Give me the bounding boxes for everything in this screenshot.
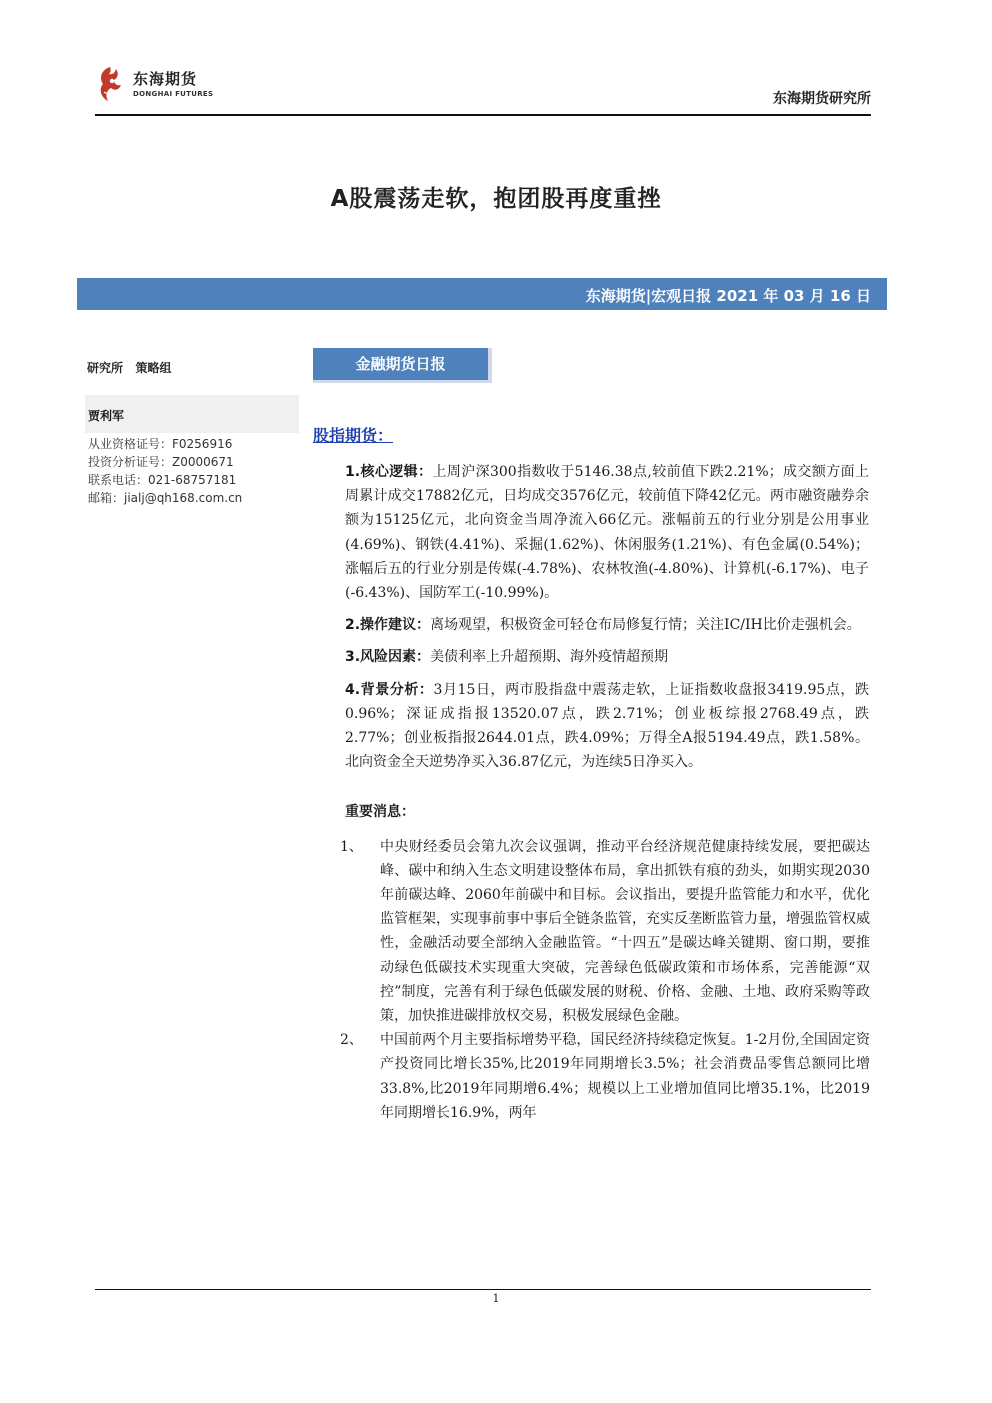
paragraph-background [345, 678, 869, 775]
author-sidebar [85, 355, 299, 507]
section-subheading: 股指期货： [313, 426, 394, 445]
phone-number: 联系电话：021-68757181 [88, 473, 237, 487]
news-list [340, 835, 870, 1125]
paragraph-text: 3月15日，两市股指盘中震荡走软，上证指数收盘报3419.95点，跌0.96%；深证成指报13520.07点，跌2.71%；创业板综报2768.49点，跌2.77%；创业板指报2644.01点，跌4.09%；万得全A报5194.49点，跌1.58%。北向资金全天逆势净买入36.87亿元，为连续5日净买入。 [345, 681, 869, 771]
paragraph-text: 美债利率上升超预期、海外疫情超预期 [430, 649, 669, 666]
paragraph-core-logic [345, 460, 869, 605]
paragraph-label: 3.风险因素： [345, 649, 431, 666]
department-label: 研究所 策略组 [87, 361, 172, 375]
header-org-name: 东海期货研究所 [773, 91, 871, 107]
logo-chinese-name: 东海期货 [133, 70, 198, 88]
paragraph-risk [345, 645, 869, 669]
paragraph-advice [345, 613, 869, 637]
list-item [340, 835, 870, 1029]
paragraph-label: 2.操作建议： [345, 617, 431, 634]
footer-divider [95, 1289, 871, 1290]
paragraph-label: 4.背景分析： [345, 681, 434, 698]
banner-date-text: 东海期货|宏观日报 2021 年 03 月 16 日 [585, 287, 871, 305]
report-banner [77, 278, 887, 310]
news-text: 中国前两个月主要指标增势平稳，国民经济持续稳定恢复。1-2月份,全国固定资产投资同比增长35%,比2019年同期增长3.5%；社会消费品零售总额同比增33.8%,比2019年同期增6.4%；规模以上工业增加值同比增35.1%，比2019年同期增长16.9%，两年 [380, 1032, 870, 1121]
author-name: 贾利军 [88, 409, 125, 423]
news-text: 中央财经委员会第九次会议强调，推动平台经济规范健康持续发展，要把碳达峰、碳中和纳入生态文明建设整体布局，拿出抓铁有痕的劲头，如期实现2030年前碳达峰、2060年前碳中和目标。会议指出，要提升监管能力和水平，优化监管框架，实现事前事中事后全链条监管，充实反垄断监管力量，增强监管权威性，金融活动要全部纳入金融监管。“十四五”是碳达峰关键期、窗口期，要推动绿色低碳技术实现重大突破，完善绿色低碳政策和市场体系，完善能源“双控”制度，完善有利于绿色低碳发展的财税、价格、金融、土地、政府采购等政策，加快推进碳排放权交易，积极发展绿色金融。 [380, 838, 870, 1025]
logo-english-name: DONGHAI FUTURES [133, 90, 214, 98]
report-content [340, 460, 870, 1125]
qualification-number: 从业资格证号：F0256916 [88, 437, 233, 451]
paragraph-text: 离场观望，积极资金可轻仓布局修复行情；关注IC/IH比价走强机会。 [430, 617, 861, 634]
email-address[interactable]: 邮箱：jialj@qh168.com.cn [88, 491, 243, 505]
news-number: 1、 [340, 838, 363, 855]
report-title: A股震荡走软，抱团股再度重挫 [330, 186, 662, 212]
analyst-number: 投资分析证号：Z0000671 [88, 455, 234, 469]
company-logo [95, 64, 213, 104]
page-header [95, 62, 871, 116]
author-contact [85, 435, 299, 507]
paragraph-text: 上周沪深300指数收于5146.38点,较前值下跌2.21%；成交额方面上周累计成交17882亿元，日均成交3576亿元，较前值下降42亿元。两市融资融券余额为15125亿元，北向资金当周净流入66亿元。涨幅前五的行业分别是公用事业(4.69%)、钢铁(4.41%)、采掘(1.62%)、休闲服务(1.21%)、有色金属(0.54%)；涨幅后五的行业分别是传媒(-4.78%)、农林牧渔(-4.80%)、计算机(-6.17%)、电子(-6.43%)、国防军工(-10.99%)。 [345, 464, 869, 602]
page-number: 1 [492, 1292, 500, 1305]
section-tab: 金融期货日报 [313, 348, 492, 383]
news-number: 2、 [340, 1032, 363, 1049]
news-heading: 重要消息： [345, 804, 415, 821]
paragraph-label: 1.核心逻辑： [345, 464, 433, 480]
dragon-logo-icon [95, 64, 125, 104]
list-item [340, 1028, 870, 1125]
author-box [85, 395, 299, 433]
